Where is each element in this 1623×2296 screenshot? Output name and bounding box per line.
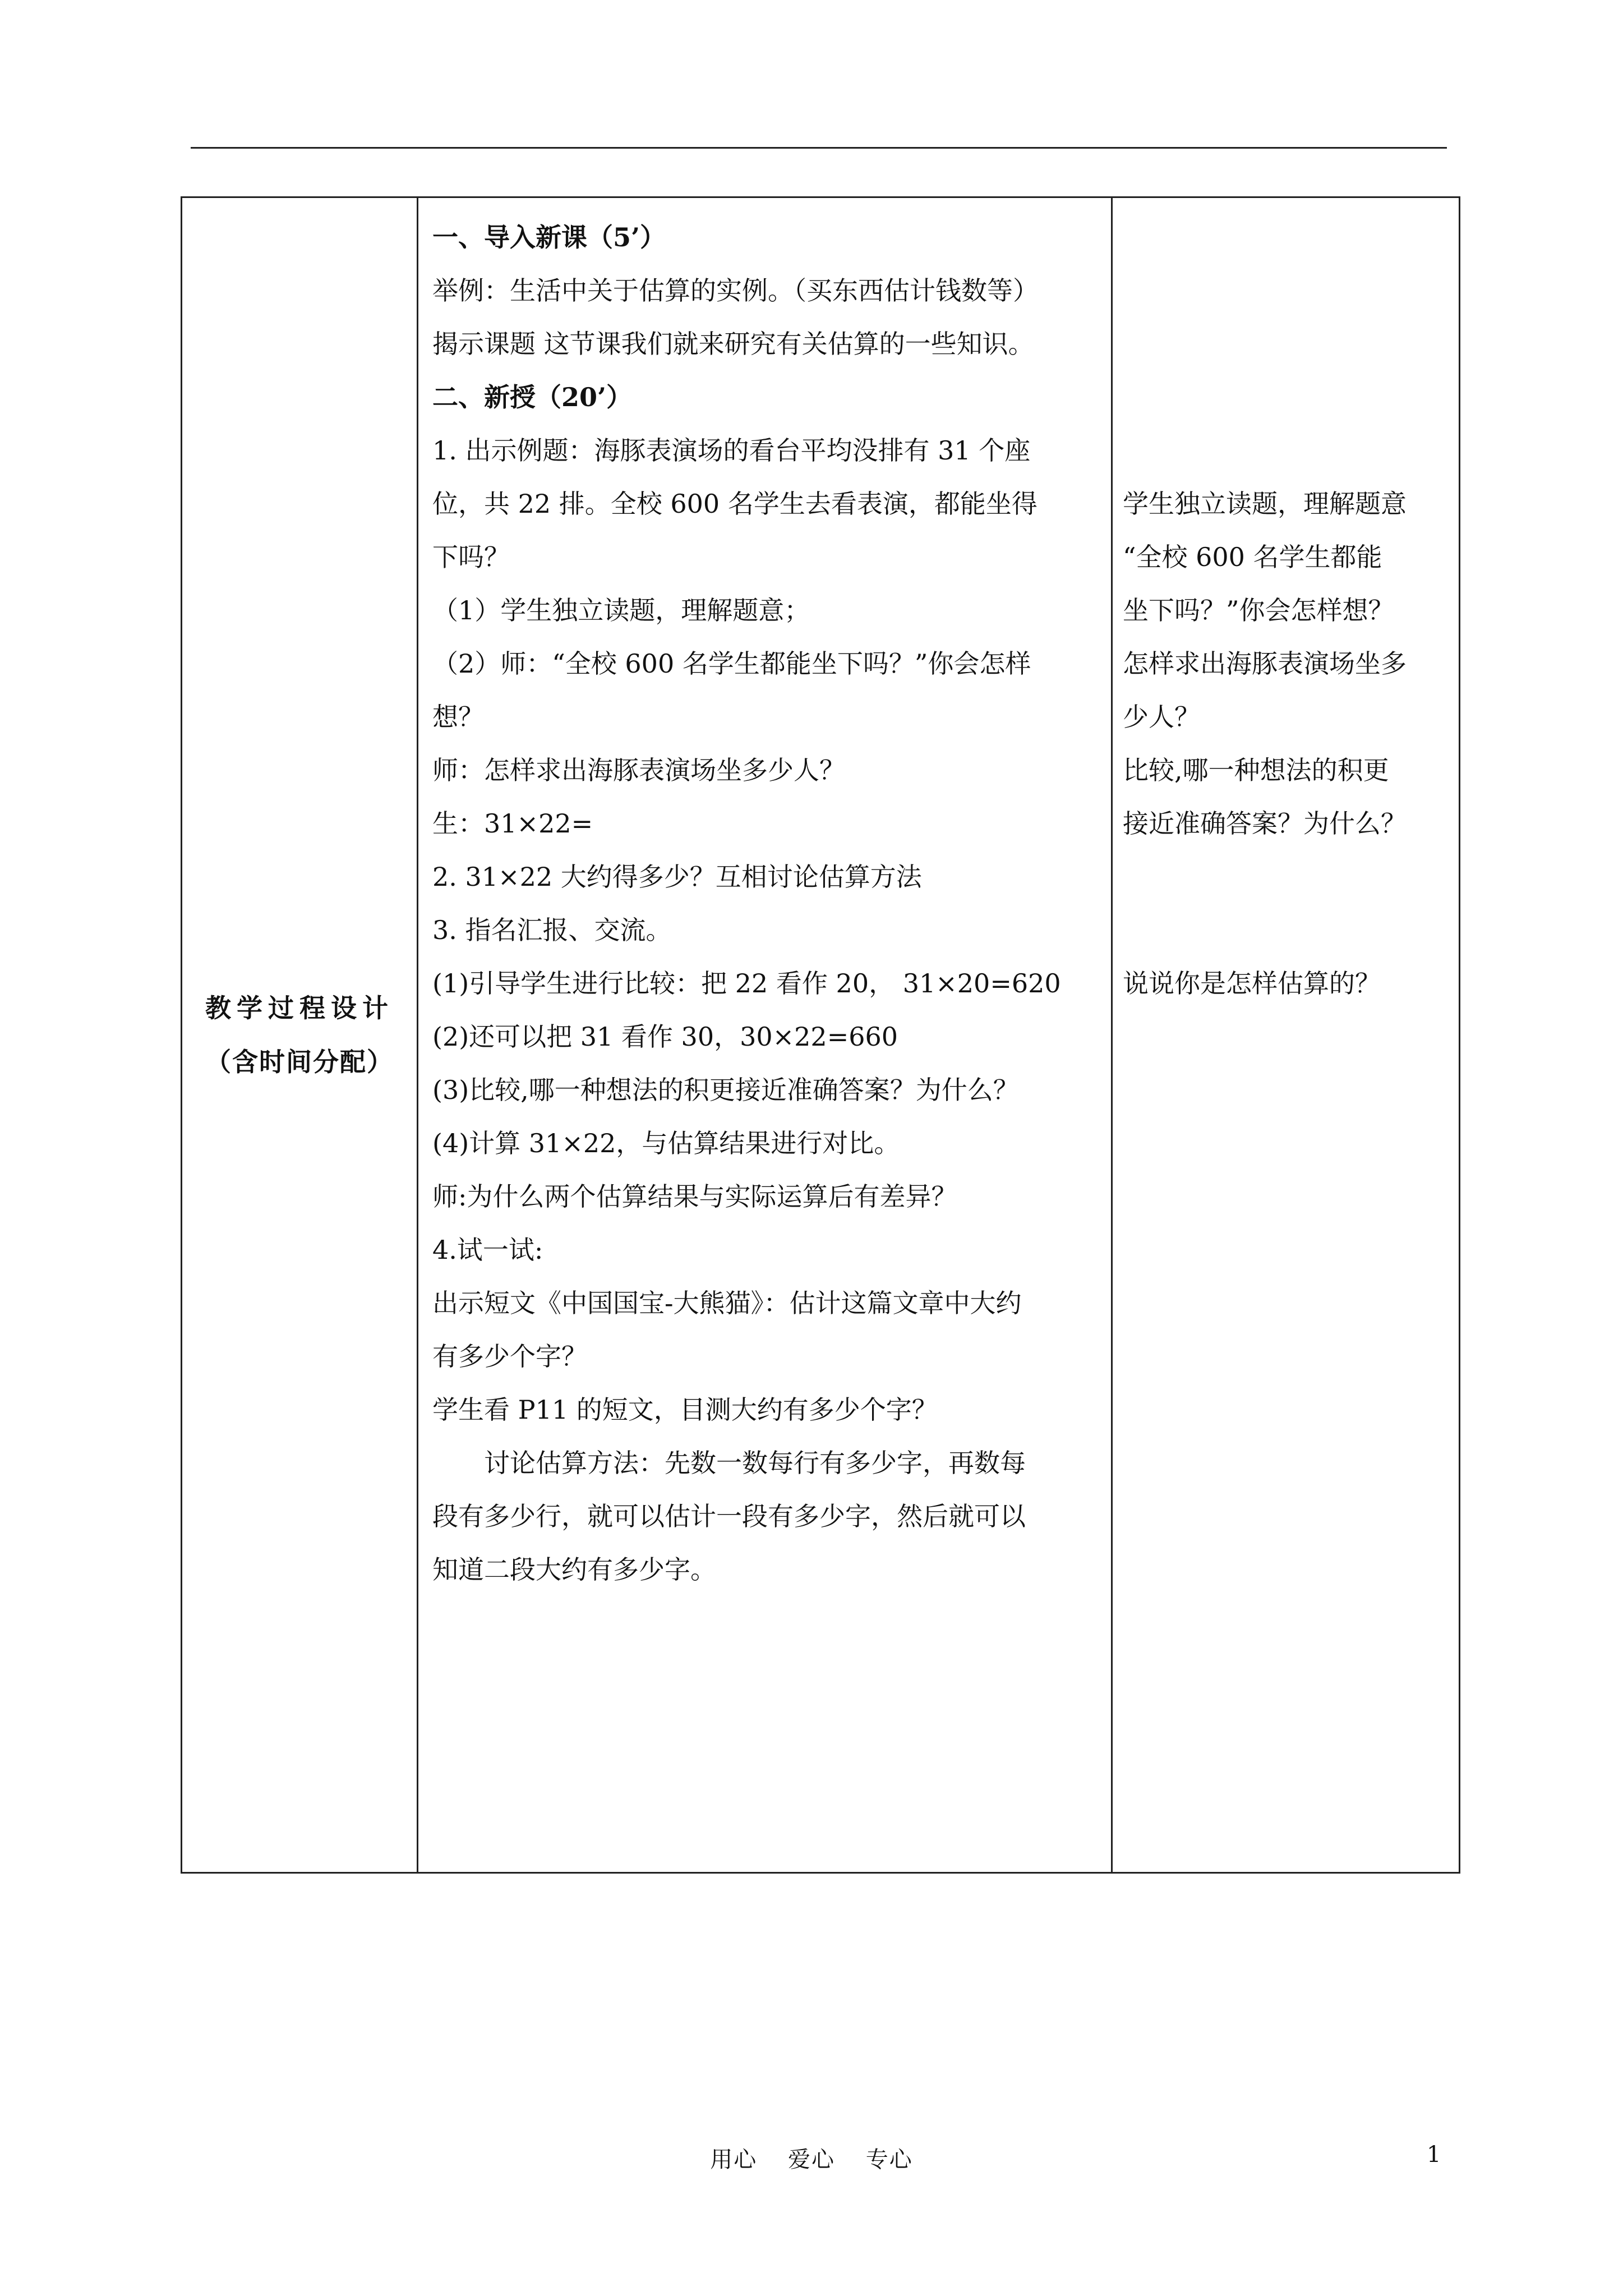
main-text-line: 下吗？ [432,542,510,572]
main-text-line: （1）学生独立读题，理解题意； [432,595,810,625]
main-text-line: 1. 出示例题：海豚表演场的看台平均没排有 31 个座 [432,435,1031,466]
main-text-line: 揭示课题 这节课我们就来研究有关估算的一些知识。 [432,329,1034,359]
main-text-line: 讨论估算方法：先数一数每行有多少字，再数每 [484,1448,1026,1478]
main-text-line: 位，共 22 排。全校 600 名学生去看表演，都能坐得 [432,489,1038,519]
main-text-line: 出示短文《中国国宝-大熊猫》：估计这篇文章中大约 [432,1288,1022,1318]
row-label [182,981,417,1089]
row-label-line-1: 教学过程设计 [205,993,394,1023]
main-text-line: 2. 31×22 大约得多少？互相讨论估算方法 [432,862,922,892]
main-text-line: 有多少个字？ [432,1341,587,1372]
side-note-line: 接近准确答案？为什么？ [1123,808,1407,839]
main-text-line: (1)引导学生进行比较：把 22 看作 20， 31×20=620 [432,968,1061,999]
side-note-line: 学生独立读题，理解题意 [1123,489,1407,519]
main-text-line: 师:为什么两个估算结果与实际运算后有差异？ [432,1181,957,1212]
header-rule [191,147,1447,149]
side-note-line [1123,318,1459,371]
side-note-line: 比较,哪一种想法的积更 [1123,755,1389,785]
main-text-line: 举例：生活中关于估算的实例。（买东西估计钱数等） [432,275,1039,306]
main-content-cell [418,197,1112,1873]
side-note-line [1123,371,1459,424]
side-note-line [1123,264,1459,318]
lesson-plan-table [181,196,1460,1874]
main-text-line: (4)计算 31×22，与估算结果进行对比。 [432,1128,900,1158]
main-text-line: 段有多少行，就可以估计一段有多少字，然后就可以 [432,1501,1026,1531]
side-note-line [1123,904,1459,957]
main-text-line: 想？ [432,702,484,732]
side-notes [1113,198,1459,1010]
footer-slogan: 用心 爱心 专心 [710,2147,913,2173]
side-note-line [1123,850,1459,904]
page-number: 1 [1427,2142,1441,2168]
main-text-line: 师：怎样求出海豚表演场坐多少人？ [432,755,845,785]
side-note-line: 怎样求出海豚表演场坐多 [1123,648,1407,679]
main-text-line: 二、新授（20’） [432,382,633,412]
side-note-line: 坐下吗？”你会怎样想？ [1123,595,1394,625]
side-note-line: 少人？ [1123,702,1200,732]
main-text-line: (3)比较,哪一种想法的积更接近准确答案？为什么？ [432,1075,1019,1105]
side-note-line [1123,424,1459,477]
row-label-line-2: （含时间分配） [205,1047,394,1077]
main-text-line: （2）师：“全校 600 名学生都能坐下吗？”你会怎样 [432,648,1031,679]
main-text-line: (2)还可以把 31 看作 30，30×22=660 [432,1022,898,1052]
row-label-cell [182,197,418,1873]
main-text-line: 学生看 P11 的短文，目测大约有多少个字？ [432,1395,938,1425]
main-text-line: 知道二段大约有多少字。 [432,1554,716,1585]
main-text-line: 一、导入新课（5’） [432,222,666,252]
table-row [182,197,1460,1873]
side-note-line: 说说你是怎样估算的？ [1123,968,1381,999]
side-note-line: “全校 600 名学生都能 [1123,542,1382,572]
main-text-line: 3. 指名汇报、交流。 [432,915,672,945]
side-note-line [1123,211,1459,264]
main-text-line: 4.试一试: [432,1235,543,1265]
side-notes-cell [1112,197,1460,1873]
main-content [418,198,1111,1596]
main-text-line: 生：31×22= [432,808,593,839]
